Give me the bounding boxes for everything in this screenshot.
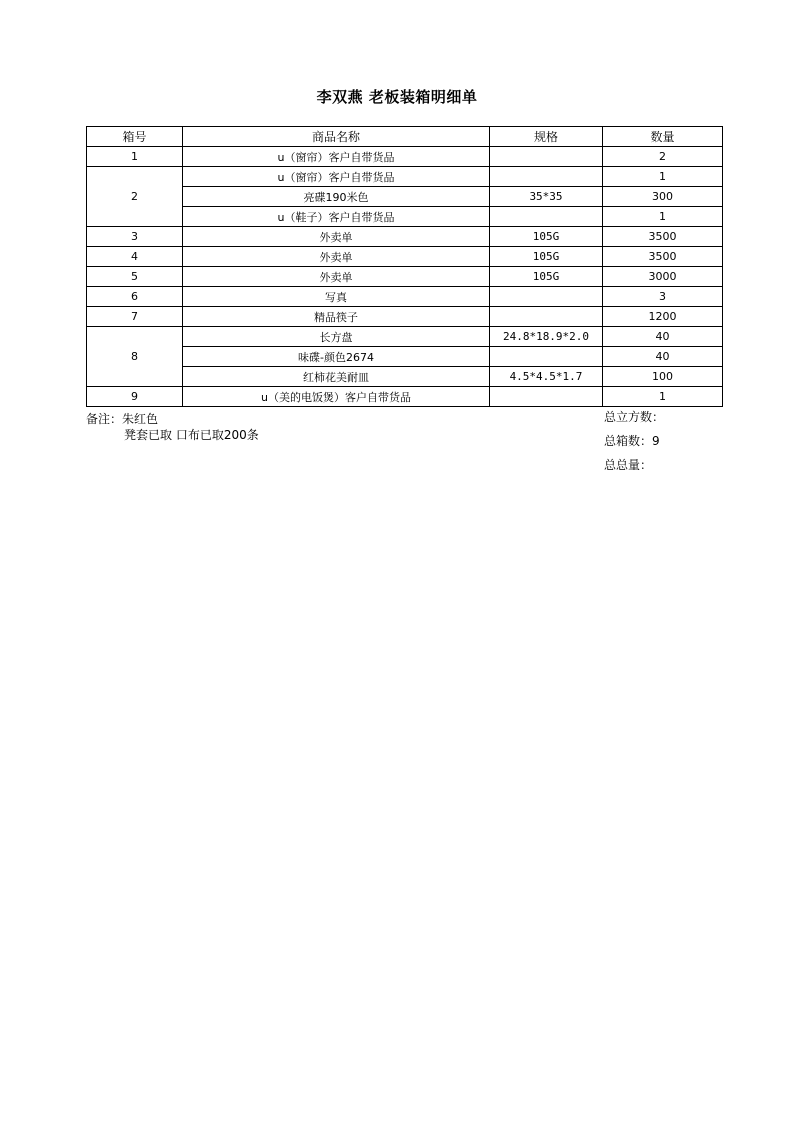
spec-cell (490, 347, 603, 367)
table-row (87, 227, 723, 247)
product-name-cell: u（鞋子）客户自带货品 (183, 207, 490, 227)
product-name-cell: 外卖单 (183, 267, 490, 287)
table-row (87, 347, 723, 367)
box-number-cell: 9 (87, 387, 183, 407)
spec-cell: 24.8*18.9*2.0 (490, 327, 603, 347)
box-number-cell: 2 (87, 167, 183, 227)
spec-cell (490, 387, 603, 407)
spec-cell (490, 207, 603, 227)
table-row (87, 287, 723, 307)
total-weight-label: 总总量： (604, 458, 653, 472)
remarks-line-1 (86, 411, 259, 427)
table-row (87, 327, 723, 347)
quantity-cell: 3000 (603, 267, 723, 287)
remarks-line-2: 凳套已取 口布已取200条 (124, 428, 259, 442)
total-boxes (604, 433, 664, 457)
box-number-cell: 7 (87, 307, 183, 327)
table-row (87, 307, 723, 327)
table-row (87, 147, 723, 167)
product-name-cell: 写真 (183, 287, 490, 307)
summary-section (604, 409, 664, 481)
quantity-cell: 1 (603, 387, 723, 407)
product-name-cell: 味碟-颜色2674 (183, 347, 490, 367)
quantity-cell: 3500 (603, 247, 723, 267)
total-volume-label: 总立方数： (604, 410, 665, 424)
table-header (87, 127, 723, 147)
quantity-cell: 300 (603, 187, 723, 207)
box-number-cell: 5 (87, 267, 183, 287)
remarks-color-text: 朱红色 (122, 412, 159, 426)
table-row (87, 207, 723, 227)
quantity-cell: 40 (603, 347, 723, 367)
product-name-cell: u（美的电饭煲）客户自带货品 (183, 387, 490, 407)
spec-cell: 35*35 (490, 187, 603, 207)
spec-cell: 105G (490, 267, 603, 287)
quantity-cell: 1 (603, 207, 723, 227)
box-number-cell: 6 (87, 287, 183, 307)
quantity-cell: 1 (603, 167, 723, 187)
product-name-cell: u（窗帘）客户自带货品 (183, 147, 490, 167)
header-product-name: 商品名称 (183, 127, 490, 147)
quantity-cell: 3 (603, 287, 723, 307)
box-number-cell: 4 (87, 247, 183, 267)
table-row (87, 267, 723, 287)
product-name-cell: 精品筷子 (183, 307, 490, 327)
quantity-cell: 40 (603, 327, 723, 347)
product-name-cell: 长方盘 (183, 327, 490, 347)
page-title: 李双燕 老板装箱明细单 (316, 88, 478, 106)
total-volume (604, 409, 664, 433)
spec-cell (490, 307, 603, 327)
quantity-cell: 3500 (603, 227, 723, 247)
quantity-cell: 100 (603, 367, 723, 387)
remarks-label: 备注： (86, 412, 123, 426)
table-row (87, 187, 723, 207)
total-weight (604, 457, 664, 481)
spec-cell (490, 147, 603, 167)
total-boxes-label: 总箱数： (604, 434, 653, 448)
quantity-cell: 2 (603, 147, 723, 167)
quantity-cell: 1200 (603, 307, 723, 327)
table-row (87, 247, 723, 267)
remarks-section (86, 411, 259, 443)
table-row (87, 387, 723, 407)
product-name-cell: u（窗帘）客户自带货品 (183, 167, 490, 187)
table-row (87, 167, 723, 187)
header-box-no: 箱号 (87, 127, 183, 147)
table-row (87, 367, 723, 387)
spec-cell: 105G (490, 227, 603, 247)
header-spec: 规格 (490, 127, 603, 147)
box-number-cell: 1 (87, 147, 183, 167)
spec-cell (490, 167, 603, 187)
total-boxes-value: 9 (652, 434, 660, 448)
product-name-cell: 红柿花美耐皿 (183, 367, 490, 387)
packing-list-table (86, 126, 723, 407)
box-number-cell: 8 (87, 327, 183, 387)
spec-cell: 105G (490, 247, 603, 267)
spec-cell (490, 287, 603, 307)
header-quantity: 数量 (603, 127, 723, 147)
product-name-cell: 外卖单 (183, 227, 490, 247)
product-name-cell: 亮碟190米色 (183, 187, 490, 207)
box-number-cell: 3 (87, 227, 183, 247)
spec-cell: 4.5*4.5*1.7 (490, 367, 603, 387)
table-body (87, 147, 723, 407)
product-name-cell: 外卖单 (183, 247, 490, 267)
header-row (87, 127, 723, 147)
